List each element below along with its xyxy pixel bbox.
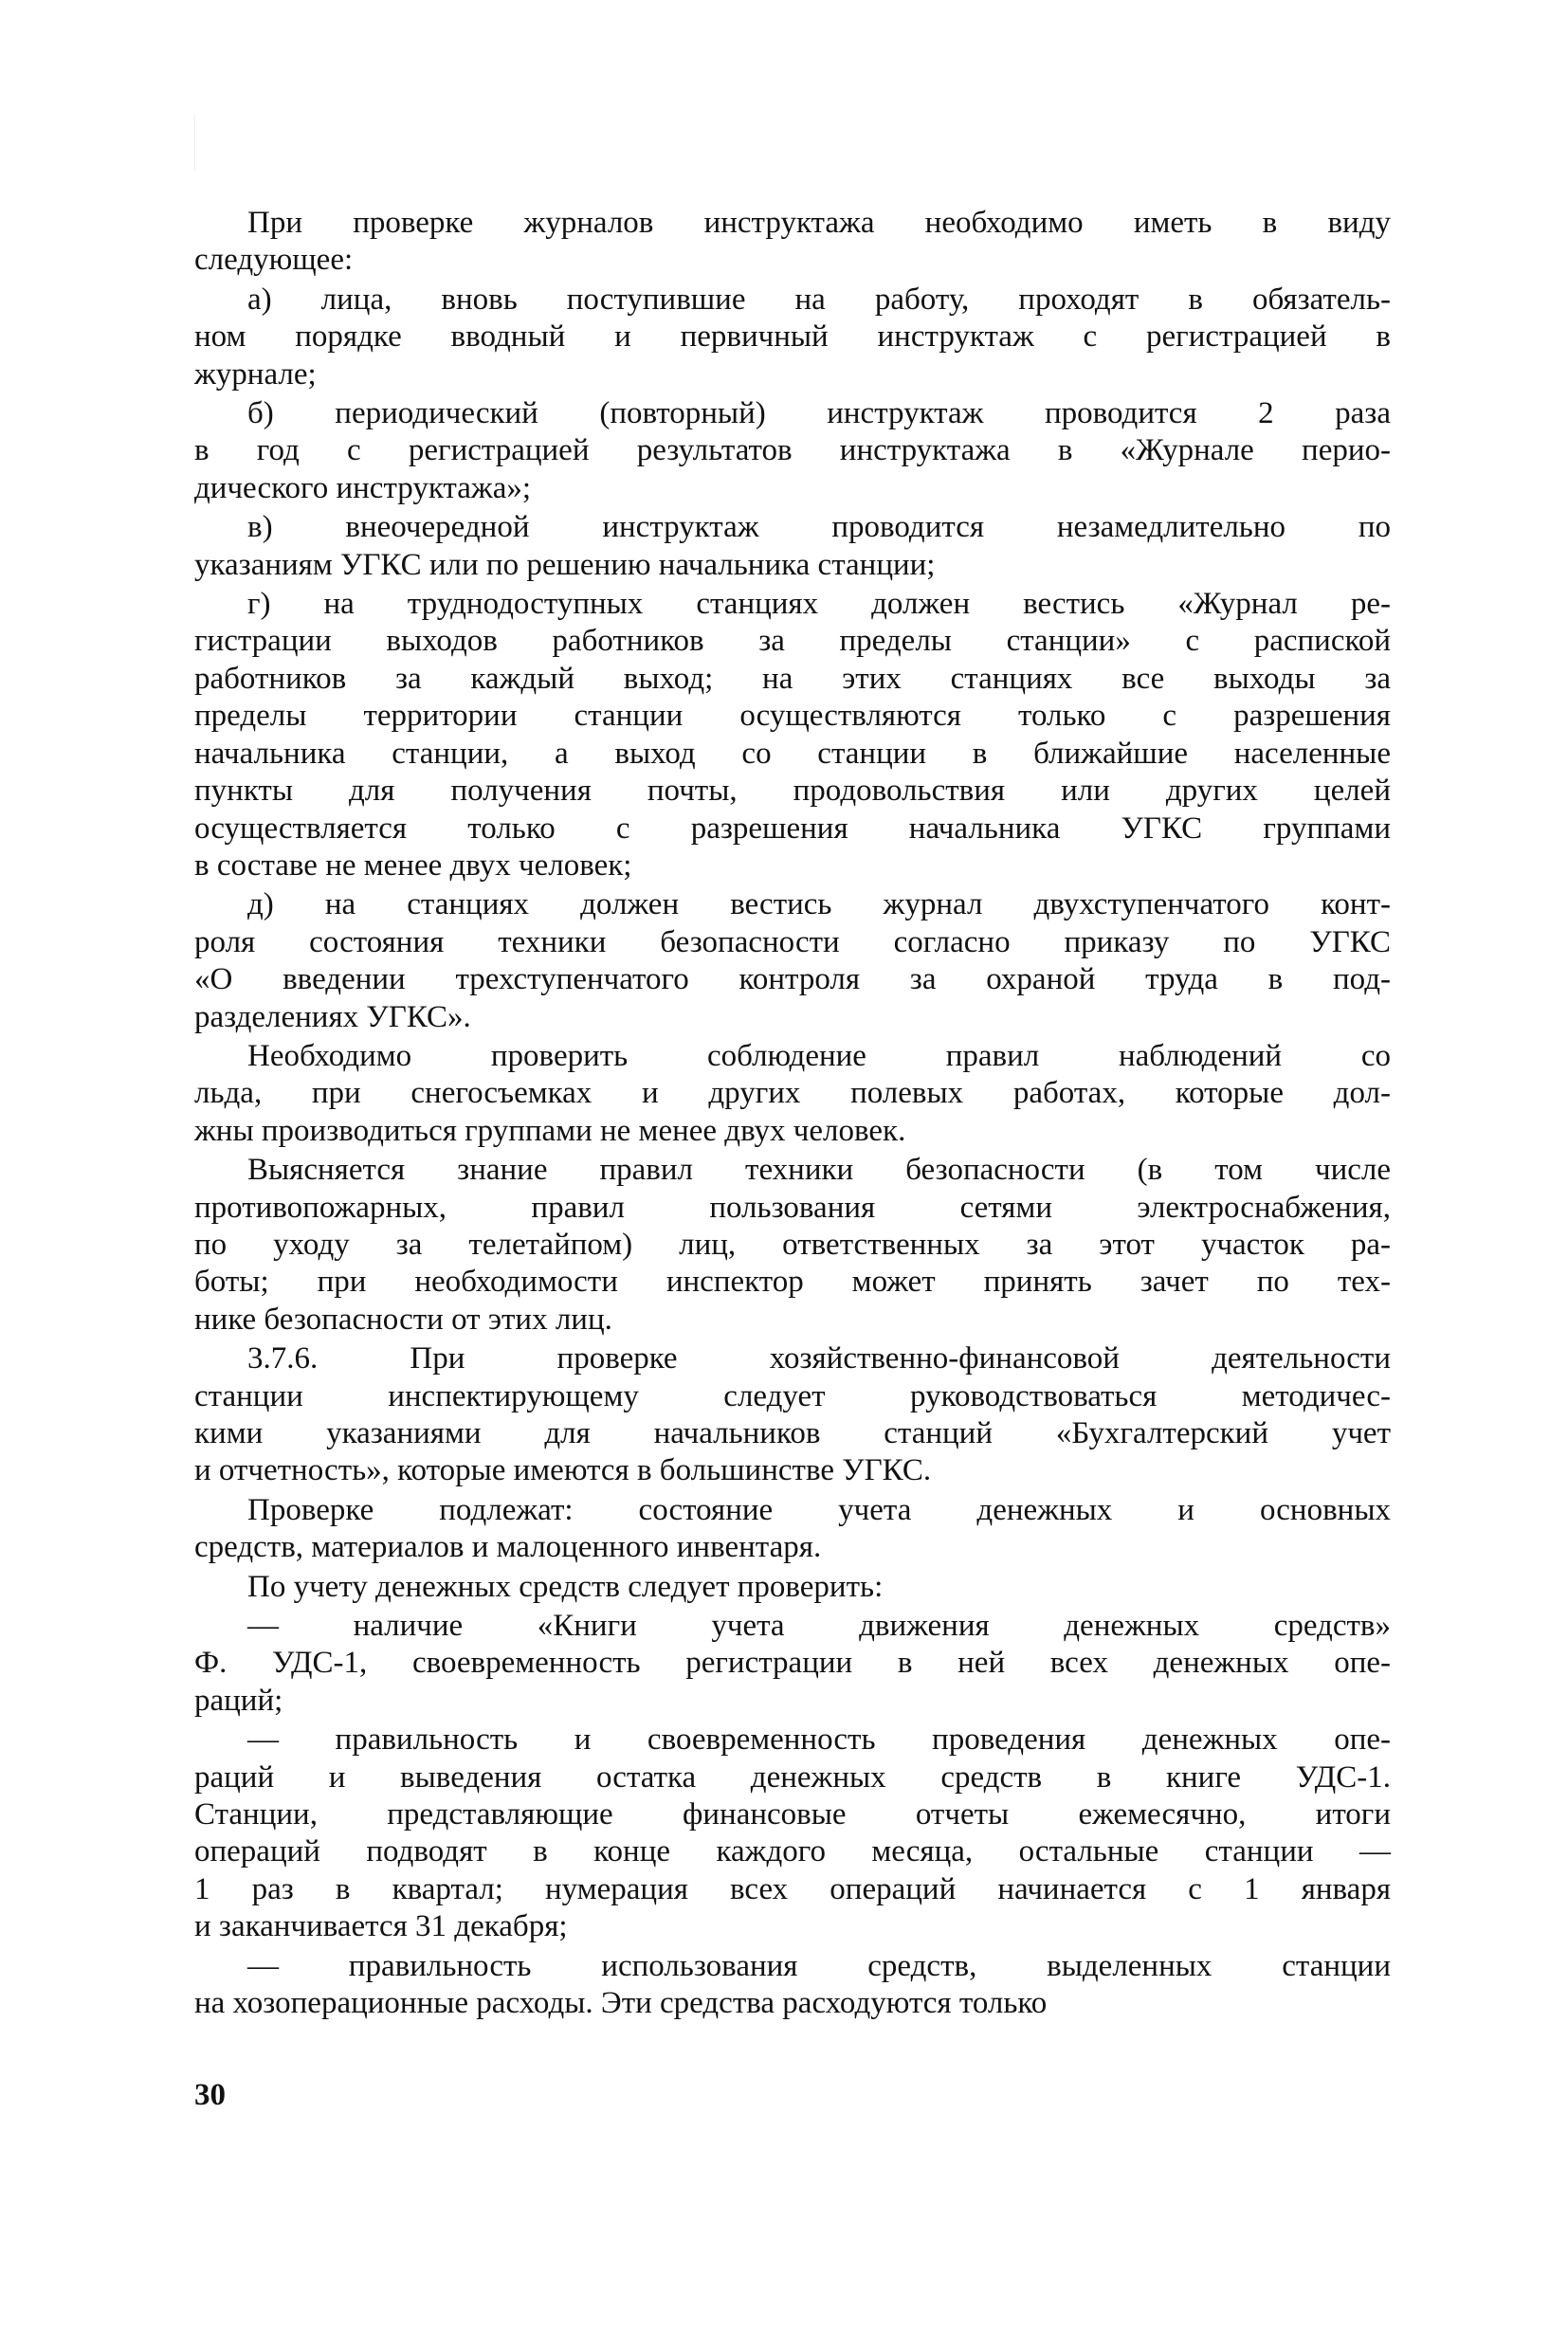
text-line: пункты для получения почты, продовольствия или других целей bbox=[194, 774, 1391, 809]
text-line: кими указаниями для начальников станций «Бухгалтерский учет bbox=[194, 1416, 1391, 1450]
text-line: разделениях УГКС». bbox=[194, 999, 471, 1034]
text-line: б) периодический (повторный) инструктаж проводится 2 раза bbox=[247, 396, 1391, 431]
paragraph bbox=[194, 1152, 1391, 1339]
text-line: Выясняется знание правил техники безопасности (в том числе bbox=[247, 1153, 1391, 1188]
text-line: средств, материалов и малоценного инвентаря. bbox=[194, 1530, 822, 1565]
text-line: следующее: bbox=[194, 243, 354, 278]
paragraph bbox=[194, 395, 1391, 507]
text-line: пределы территории станции осуществляются только с разрешения bbox=[194, 699, 1391, 734]
text-line: 3.7.6. При проверке хозяйственно-финансовой деятельности bbox=[247, 1341, 1391, 1376]
text-line: указаниям УГКС или по решению начальника станции; bbox=[194, 547, 936, 582]
text-line: журнале; bbox=[194, 356, 317, 392]
text-line: и отчетность», которые имеются в большинстве УГКС. bbox=[194, 1453, 932, 1488]
text-line: гистрации выходов работников за пределы станции» с распиской bbox=[194, 624, 1391, 659]
paragraph bbox=[194, 1722, 1391, 1945]
page-body bbox=[194, 205, 1391, 2025]
paragraph bbox=[194, 1608, 1391, 1720]
paragraph bbox=[194, 1569, 1391, 1606]
scan-artifact bbox=[194, 114, 195, 171]
text-line: 1 раз в квартал; нумерация всех операций начинается с 1 января bbox=[194, 1871, 1391, 1906]
text-line: работников за каждый выход; на этих станциях все выходы за bbox=[194, 661, 1391, 696]
text-line: и заканчивается 31 декабря; bbox=[194, 1909, 568, 1944]
paragraph bbox=[194, 205, 1391, 280]
text-line: По учету денежных средств следует проверить: bbox=[247, 1569, 884, 1604]
text-line: Ф. УДС-1, своевременность регистрации в ней всех денежных опе- bbox=[194, 1646, 1391, 1681]
text-line: в составе не менее двух человек; bbox=[194, 847, 632, 883]
text-line: операций подводят в конце каждого месяца, остальные станции — bbox=[194, 1834, 1391, 1869]
text-line: станции инспектирующему следует руководствоваться методичес- bbox=[194, 1378, 1391, 1413]
text-line: При проверке журналов инструктажа необходимо иметь в виду bbox=[247, 206, 1391, 240]
text-line: осуществляется только с разрешения начальника УГКС группами bbox=[194, 811, 1391, 846]
paragraph bbox=[194, 886, 1391, 1036]
paragraph bbox=[194, 1340, 1391, 1490]
page-number: 30 bbox=[194, 2078, 226, 2112]
text-line: раций и выведения остатка денежных средств в книге УДС-1. bbox=[194, 1759, 1391, 1795]
text-line: боты; при необходимости инспектор может принять зачет по тех- bbox=[194, 1265, 1391, 1300]
text-line: а) лица, вновь поступившие на работу, проходят в обязатель- bbox=[247, 282, 1391, 317]
text-line: на хозоперационные расходы. Эти средства расходуются только bbox=[194, 1986, 1048, 2021]
text-line: роля состояния техники безопасности согласно приказу по УГКС bbox=[194, 924, 1391, 959]
text-line: — правильность и своевременность проведения денежных опе- bbox=[247, 1722, 1391, 1758]
text-line: в год с регистрацией результатов инструктажа в «Журнале перио- bbox=[194, 433, 1391, 468]
text-line: ном порядке вводный и первичный инструктаж с регистрацией в bbox=[194, 319, 1391, 355]
text-line: начальника станции, а выход со станции в ближайшие населенные bbox=[194, 736, 1391, 771]
text-line: дического инструктажа»; bbox=[194, 470, 532, 505]
text-line: д) на станциях должен вестись журнал двухступенчатого конт- bbox=[247, 887, 1391, 922]
text-line: в) внеочередной инструктаж проводится незамедлительно по bbox=[247, 510, 1391, 545]
paragraph bbox=[194, 282, 1391, 393]
text-line: Проверке подлежат: состояние учета денежных и основных bbox=[247, 1492, 1391, 1527]
paragraph bbox=[194, 1948, 1391, 2023]
text-line: раций; bbox=[194, 1683, 283, 1718]
text-line: «О введении трехступенчатого контроля за охраной труда в под- bbox=[194, 962, 1391, 997]
text-line: — наличие «Книги учета движения денежных средств» bbox=[247, 1609, 1391, 1644]
text-line: противопожарных, правил пользования сетями электроснабжения, bbox=[194, 1190, 1391, 1225]
paragraph bbox=[194, 1038, 1391, 1150]
paragraph bbox=[194, 1492, 1391, 1567]
text-line: Станции, представляющие финансовые отчеты ежемесячно, итоги bbox=[194, 1797, 1391, 1832]
text-line: льда, при снегосъемках и других полевых работах, которые дол- bbox=[194, 1076, 1391, 1111]
text-line: г) на труднодоступных станциях должен вестись «Журнал ре- bbox=[247, 587, 1391, 622]
text-line: нике безопасности от этих лиц. bbox=[194, 1302, 612, 1337]
text-line: по уходу за телетайпом) лиц, ответственных за этот участок ра- bbox=[194, 1227, 1391, 1262]
paragraph bbox=[194, 586, 1391, 884]
paragraph bbox=[194, 509, 1391, 584]
text-line: Необходимо проверить соблюдение правил наблюдений со bbox=[247, 1038, 1391, 1073]
text-line: — правильность использования средств, выделенных станции bbox=[247, 1948, 1391, 1983]
text-line: жны производиться группами не менее двух человек. bbox=[194, 1113, 906, 1148]
